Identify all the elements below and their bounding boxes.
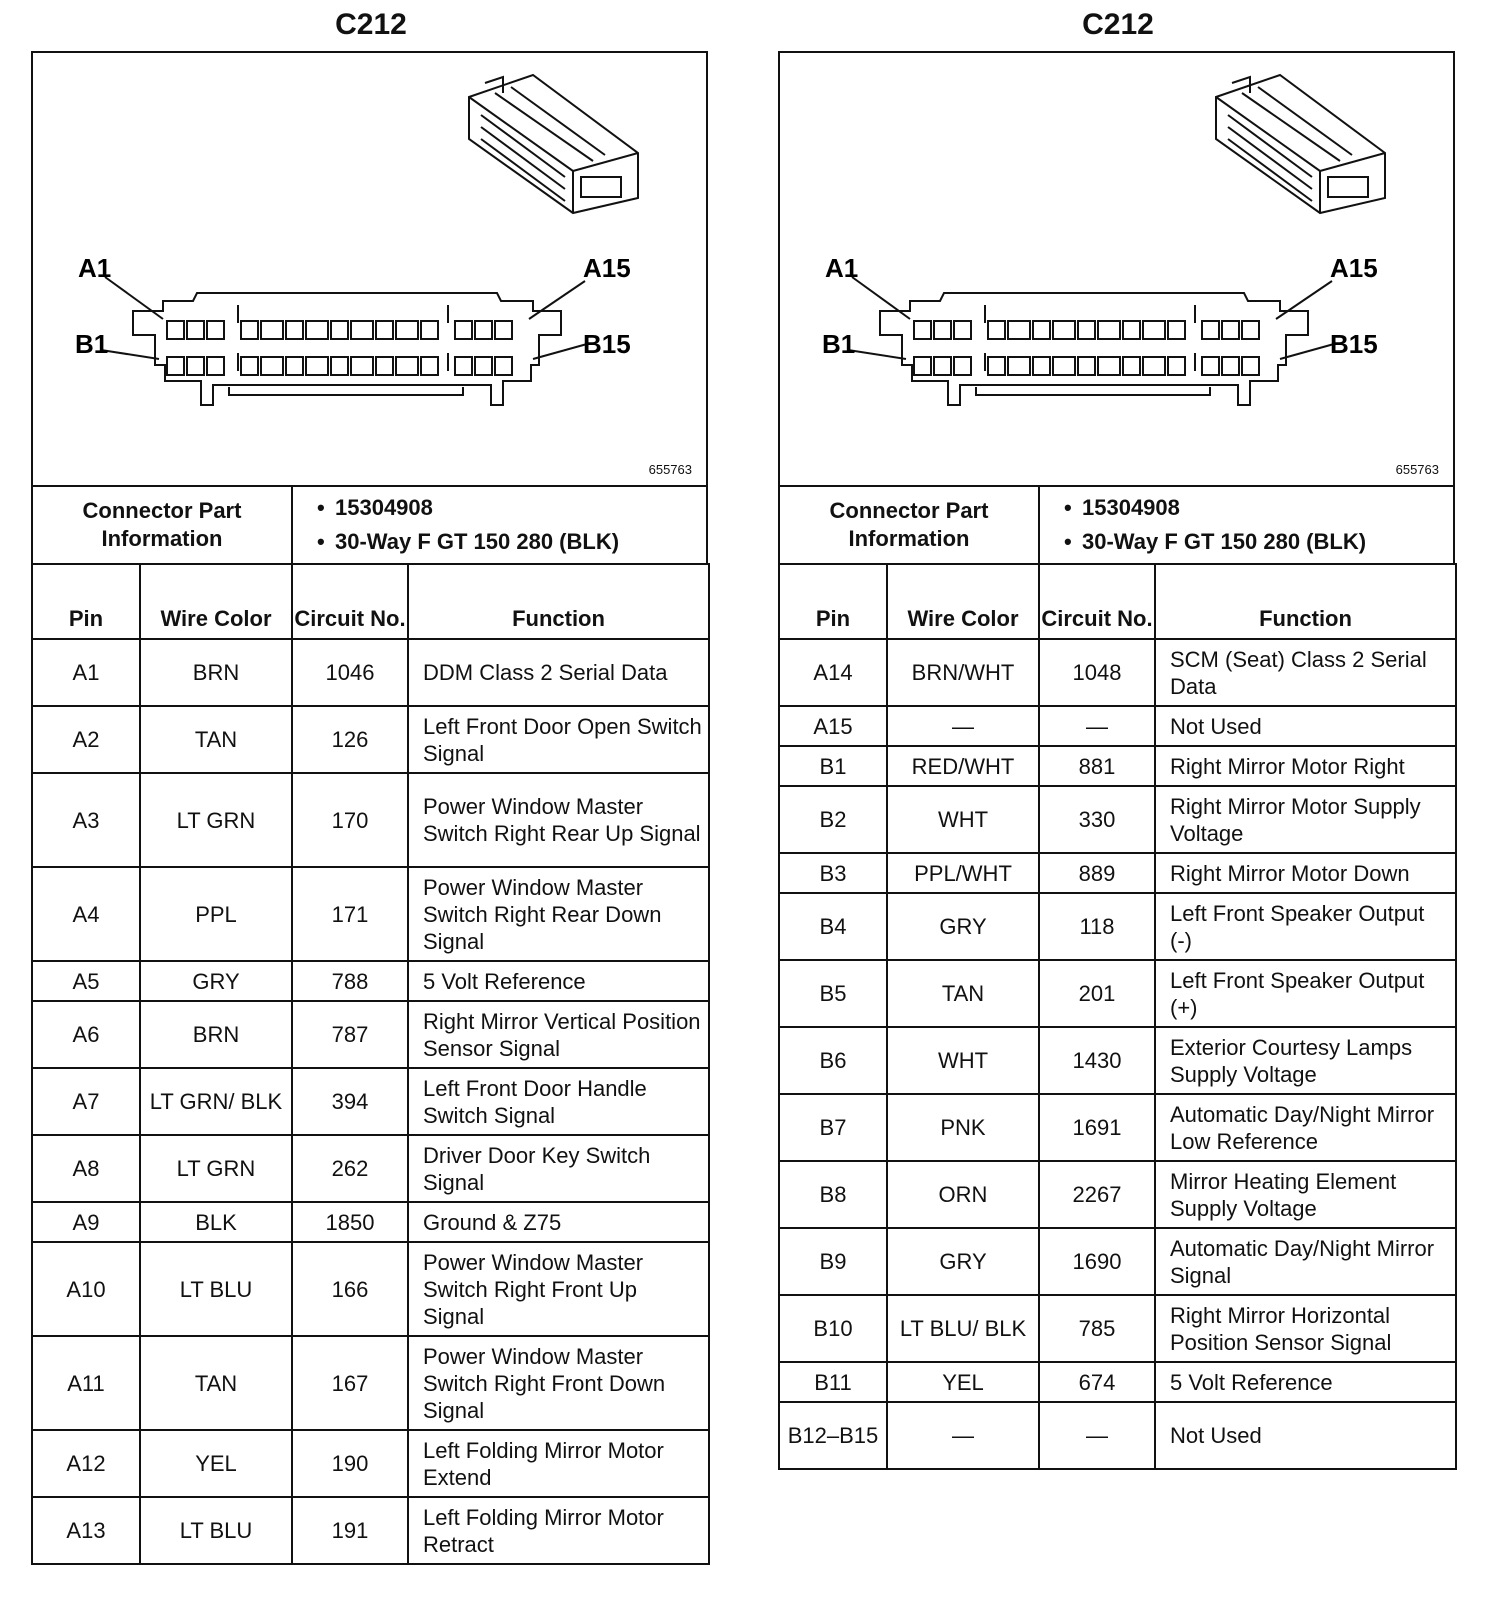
- circuit-cell: 126: [292, 706, 408, 773]
- pin-callouts: [101, 277, 587, 359]
- pin-cavity-b5: [1008, 357, 1030, 375]
- wire-color-cell: TAN: [140, 1336, 292, 1430]
- pin-cavity-b6: [1033, 357, 1050, 375]
- circuit-cell: —: [1039, 706, 1155, 746]
- table-row: [779, 1161, 1456, 1228]
- wire-color-cell: TAN: [140, 706, 292, 773]
- connector-3d-icon: [469, 75, 638, 213]
- wire-color-cell: WHT: [887, 1027, 1039, 1094]
- header-wire-color: Wire Color: [140, 564, 292, 639]
- wire-color-cell: —: [887, 706, 1039, 746]
- circuit-cell: 1430: [1039, 1027, 1155, 1094]
- table-row: [32, 867, 709, 961]
- pin-cavity-b12: [421, 357, 438, 375]
- circuit-cell: 171: [292, 867, 408, 961]
- table-row: [779, 1228, 1456, 1295]
- pin-cavity-b15: [1242, 357, 1259, 375]
- connector-description: • 30-Way F GT 150 280 (BLK): [1042, 525, 1366, 559]
- pin-cavity-a14: [475, 321, 492, 339]
- wire-color-cell: PNK: [887, 1094, 1039, 1161]
- connector-part-info: [31, 485, 708, 565]
- pin-cavity-b3: [207, 357, 224, 375]
- pin-cell: A2: [32, 706, 140, 773]
- pin-cell: A12: [32, 1430, 140, 1497]
- pin-cell: A4: [32, 867, 140, 961]
- wire-color-cell: PPL/WHT: [887, 853, 1039, 893]
- circuit-cell: 881: [1039, 746, 1155, 786]
- connector-part-info: [778, 485, 1455, 565]
- table-row: [779, 1295, 1456, 1362]
- table-row: [32, 1001, 709, 1068]
- connector-title: C212: [1082, 8, 1154, 41]
- pin-cavity-a2: [934, 321, 951, 339]
- circuit-cell: 166: [292, 1242, 408, 1336]
- circuit-cell: 1046: [292, 639, 408, 706]
- wire-color-cell: BRN/WHT: [887, 639, 1039, 706]
- pin-cavity-b13: [1202, 357, 1219, 375]
- pin-cavity-a1: [914, 321, 931, 339]
- function-cell: 5 Volt Reference: [1155, 1362, 1456, 1402]
- pin-cell: B6: [779, 1027, 887, 1094]
- header-circuit-no: Circuit No.: [1039, 564, 1155, 639]
- pin-cavity-a4: [988, 321, 1005, 339]
- function-cell: 5 Volt Reference: [408, 961, 709, 1001]
- wire-color-cell: RED/WHT: [887, 746, 1039, 786]
- connector-drawing: [33, 53, 706, 485]
- pin-cavity-a6: [286, 321, 303, 339]
- connector-info-label: Connector Part Information: [780, 487, 1040, 563]
- pin-cell: A13: [32, 1497, 140, 1564]
- function-cell: Not Used: [1155, 706, 1456, 746]
- pin-cavity-a12: [421, 321, 438, 339]
- pin-cavity-b9: [351, 357, 373, 375]
- function-cell: Left Front Speaker Output (-): [1155, 893, 1456, 960]
- pin-cavity-b7: [306, 357, 328, 375]
- pin-cavity-a12: [1168, 321, 1185, 339]
- pin-cavity-a6: [1033, 321, 1050, 339]
- wire-color-cell: LT GRN: [140, 1135, 292, 1202]
- wire-color-cell: LT BLU/ BLK: [887, 1295, 1039, 1362]
- circuit-cell: 190: [292, 1430, 408, 1497]
- pin-cell: A10: [32, 1242, 140, 1336]
- circuit-cell: 787: [292, 1001, 408, 1068]
- figure-number: 655763: [648, 462, 692, 477]
- pin-cell: A1: [32, 639, 140, 706]
- pin-cavity-a10: [376, 321, 393, 339]
- circuit-cell: 674: [1039, 1362, 1155, 1402]
- function-cell: Right Mirror Motor Down: [1155, 853, 1456, 893]
- pin-cell: A14: [779, 639, 887, 706]
- pin-cell: A7: [32, 1068, 140, 1135]
- circuit-cell: 262: [292, 1135, 408, 1202]
- pin-cell: A11: [32, 1336, 140, 1430]
- pin-cell: A6: [32, 1001, 140, 1068]
- function-cell: Automatic Day/Night Mirror Low Reference: [1155, 1094, 1456, 1161]
- circuit-cell: 170: [292, 773, 408, 867]
- wire-color-cell: LT GRN: [140, 773, 292, 867]
- label-a15: A15: [583, 253, 631, 283]
- function-cell: Driver Door Key Switch Signal: [408, 1135, 709, 1202]
- pin-cavity-a13: [455, 321, 472, 339]
- table-row: [32, 1430, 709, 1497]
- label-b15: B15: [1330, 329, 1378, 359]
- function-cell: Automatic Day/Night Mirror Signal: [1155, 1228, 1456, 1295]
- pin-cavity-a2: [187, 321, 204, 339]
- wire-color-cell: LT BLU: [140, 1497, 292, 1564]
- pin-cavity-b6: [286, 357, 303, 375]
- pin-cavity-b14: [475, 357, 492, 375]
- pin-cavity-b5: [261, 357, 283, 375]
- connector-drawing: [780, 53, 1453, 485]
- pin-cavity-b2: [934, 357, 951, 375]
- table-row: [779, 1027, 1456, 1094]
- pin-callouts: [848, 277, 1334, 359]
- connector-diagram: [778, 51, 1455, 487]
- wire-color-cell: GRY: [140, 961, 292, 1001]
- pin-cavity-b4: [988, 357, 1005, 375]
- pin-cavity-b1: [914, 357, 931, 375]
- wire-color-cell: ORN: [887, 1161, 1039, 1228]
- pin-cavity-a4: [241, 321, 258, 339]
- table-row: [32, 1336, 709, 1430]
- pin-cell: B11: [779, 1362, 887, 1402]
- pin-table: [778, 563, 1457, 1470]
- wire-color-cell: YEL: [887, 1362, 1039, 1402]
- connector-description: • 30-Way F GT 150 280 (BLK): [295, 525, 619, 559]
- pin-cavity-a9: [1098, 321, 1120, 339]
- pin-cavity-a1: [167, 321, 184, 339]
- wire-color-cell: GRY: [887, 893, 1039, 960]
- connector-info-label: Connector Part Information: [33, 487, 293, 563]
- pin-cavity-b8: [1078, 357, 1095, 375]
- connector-face: [133, 293, 561, 405]
- function-cell: Left Folding Mirror Motor Extend: [408, 1430, 709, 1497]
- function-cell: DDM Class 2 Serial Data: [408, 639, 709, 706]
- pin-cavity-b4: [241, 357, 258, 375]
- function-cell: Power Window Master Switch Right Front Up Signal: [408, 1242, 709, 1336]
- wire-color-cell: GRY: [887, 1228, 1039, 1295]
- pin-cavity-a13: [1202, 321, 1219, 339]
- pin-cell: B5: [779, 960, 887, 1027]
- pin-cavity-a7: [1053, 321, 1075, 339]
- pin-cell: A8: [32, 1135, 140, 1202]
- label-a1: A1: [78, 253, 112, 283]
- table-row: [32, 1068, 709, 1135]
- part-number: • 15304908: [1042, 491, 1366, 525]
- header-pin: Pin: [32, 564, 140, 639]
- pin-cell: B12–B15: [779, 1402, 887, 1469]
- function-cell: Right Mirror Motor Supply Voltage: [1155, 786, 1456, 853]
- table-row: [32, 773, 709, 867]
- table-row: [32, 639, 709, 706]
- table-row: [32, 1135, 709, 1202]
- table-row: [779, 893, 1456, 960]
- pin-cell: B7: [779, 1094, 887, 1161]
- pin-cell: B1: [779, 746, 887, 786]
- pin-cavity-a5: [261, 321, 283, 339]
- function-cell: Left Front Speaker Output (+): [1155, 960, 1456, 1027]
- table-row: [32, 1202, 709, 1242]
- pin-cavity-a15: [1242, 321, 1259, 339]
- wire-color-cell: BRN: [140, 639, 292, 706]
- table-row: [779, 1094, 1456, 1161]
- pin-cavity-a8: [331, 321, 348, 339]
- pin-cell: B8: [779, 1161, 887, 1228]
- function-cell: Right Mirror Vertical Position Sensor Signal: [408, 1001, 709, 1068]
- function-cell: Power Window Master Switch Right Front Down Signal: [408, 1336, 709, 1430]
- pin-cavity-a5: [1008, 321, 1030, 339]
- header-row: [32, 564, 709, 639]
- pin-cavity-b15: [495, 357, 512, 375]
- header-function: Function: [408, 564, 709, 639]
- pin-cavity-a14: [1222, 321, 1239, 339]
- pin-cavity-a3: [954, 321, 971, 339]
- pin-cavity-b7: [1053, 357, 1075, 375]
- function-cell: Right Mirror Motor Right: [1155, 746, 1456, 786]
- circuit-cell: 201: [1039, 960, 1155, 1027]
- circuit-cell: 889: [1039, 853, 1155, 893]
- pin-table: [31, 563, 710, 1565]
- table-row: [779, 746, 1456, 786]
- pin-cavity-b11: [1143, 357, 1165, 375]
- table-row: [779, 960, 1456, 1027]
- pin-cavity-a11: [396, 321, 418, 339]
- circuit-cell: 330: [1039, 786, 1155, 853]
- pin-cavities: [167, 321, 512, 375]
- function-cell: Right Mirror Horizontal Position Sensor Signal: [1155, 1295, 1456, 1362]
- pin-cell: B2: [779, 786, 887, 853]
- function-cell: Power Window Master Switch Right Rear Down Signal: [408, 867, 709, 961]
- header-row: [779, 564, 1456, 639]
- circuit-cell: 191: [292, 1497, 408, 1564]
- pin-cavity-a3: [207, 321, 224, 339]
- table-row: [779, 639, 1456, 706]
- header-function: Function: [1155, 564, 1456, 639]
- pin-cavity-b13: [455, 357, 472, 375]
- wire-color-cell: BRN: [140, 1001, 292, 1068]
- pin-cavity-a15: [495, 321, 512, 339]
- label-b1: B1: [75, 329, 109, 359]
- wire-color-cell: —: [887, 1402, 1039, 1469]
- function-cell: Mirror Heating Element Supply Voltage: [1155, 1161, 1456, 1228]
- table-row: [779, 706, 1456, 746]
- circuit-cell: 785: [1039, 1295, 1155, 1362]
- pin-cell: A5: [32, 961, 140, 1001]
- figure-number: 655763: [1395, 462, 1439, 477]
- circuit-cell: 118: [1039, 893, 1155, 960]
- pin-cell: B3: [779, 853, 887, 893]
- circuit-cell: 1048: [1039, 639, 1155, 706]
- pin-cavity-b11: [396, 357, 418, 375]
- wire-color-cell: WHT: [887, 786, 1039, 853]
- connector-title: C212: [335, 8, 407, 41]
- circuit-cell: 1850: [292, 1202, 408, 1242]
- pin-cavities: [914, 321, 1259, 375]
- pin-cavity-b3: [954, 357, 971, 375]
- pin-cavity-b10: [376, 357, 393, 375]
- pin-cell: B4: [779, 893, 887, 960]
- table-row: [32, 1497, 709, 1564]
- pin-cavity-b1: [167, 357, 184, 375]
- pin-cavity-a8: [1078, 321, 1095, 339]
- wire-color-cell: TAN: [887, 960, 1039, 1027]
- function-cell: Left Folding Mirror Motor Retract: [408, 1497, 709, 1564]
- connector-info-list: [1042, 491, 1366, 559]
- pin-cell: A15: [779, 706, 887, 746]
- label-b1: B1: [822, 329, 856, 359]
- wire-color-cell: LT GRN/ BLK: [140, 1068, 292, 1135]
- pin-cavity-b10: [1123, 357, 1140, 375]
- circuit-cell: 167: [292, 1336, 408, 1430]
- pin-cavity-b9: [1098, 357, 1120, 375]
- pin-cavity-b8: [331, 357, 348, 375]
- function-cell: Power Window Master Switch Right Rear Up Signal: [408, 773, 709, 867]
- header-pin: Pin: [779, 564, 887, 639]
- wire-color-cell: YEL: [140, 1430, 292, 1497]
- pin-cavity-b12: [1168, 357, 1185, 375]
- pin-cavity-a11: [1143, 321, 1165, 339]
- pin-cell: B10: [779, 1295, 887, 1362]
- part-number: • 15304908: [295, 491, 619, 525]
- table-row: [32, 706, 709, 773]
- function-cell: Not Used: [1155, 1402, 1456, 1469]
- table-row: [779, 1362, 1456, 1402]
- wire-color-cell: BLK: [140, 1202, 292, 1242]
- function-cell: SCM (Seat) Class 2 Serial Data: [1155, 639, 1456, 706]
- function-cell: Left Front Door Handle Switch Signal: [408, 1068, 709, 1135]
- table-row: [779, 1402, 1456, 1469]
- label-b15: B15: [583, 329, 631, 359]
- label-a1: A1: [825, 253, 859, 283]
- pin-cavity-a9: [351, 321, 373, 339]
- table-row: [32, 1242, 709, 1336]
- circuit-cell: 2267: [1039, 1161, 1155, 1228]
- pin-cavity-a7: [306, 321, 328, 339]
- pin-cell: B9: [779, 1228, 887, 1295]
- table-row: [32, 961, 709, 1001]
- pin-cavity-b2: [187, 357, 204, 375]
- table-row: [779, 853, 1456, 893]
- pin-cavity-a10: [1123, 321, 1140, 339]
- pin-cavity-b14: [1222, 357, 1239, 375]
- wire-color-cell: PPL: [140, 867, 292, 961]
- label-a15: A15: [1330, 253, 1378, 283]
- header-wire-color: Wire Color: [887, 564, 1039, 639]
- function-cell: Left Front Door Open Switch Signal: [408, 706, 709, 773]
- connector-info-list: [295, 491, 619, 559]
- circuit-cell: 788: [292, 961, 408, 1001]
- connector-diagram: [31, 51, 708, 487]
- pin-cell: A3: [32, 773, 140, 867]
- connector-3d-icon: [1216, 75, 1385, 213]
- circuit-cell: 394: [292, 1068, 408, 1135]
- function-cell: Exterior Courtesy Lamps Supply Voltage: [1155, 1027, 1456, 1094]
- function-cell: Ground & Z75: [408, 1202, 709, 1242]
- circuit-cell: 1691: [1039, 1094, 1155, 1161]
- table-row: [779, 786, 1456, 853]
- circuit-cell: 1690: [1039, 1228, 1155, 1295]
- connector-face: [880, 293, 1308, 405]
- header-circuit-no: Circuit No.: [292, 564, 408, 639]
- circuit-cell: —: [1039, 1402, 1155, 1469]
- pin-cell: A9: [32, 1202, 140, 1242]
- wire-color-cell: LT BLU: [140, 1242, 292, 1336]
